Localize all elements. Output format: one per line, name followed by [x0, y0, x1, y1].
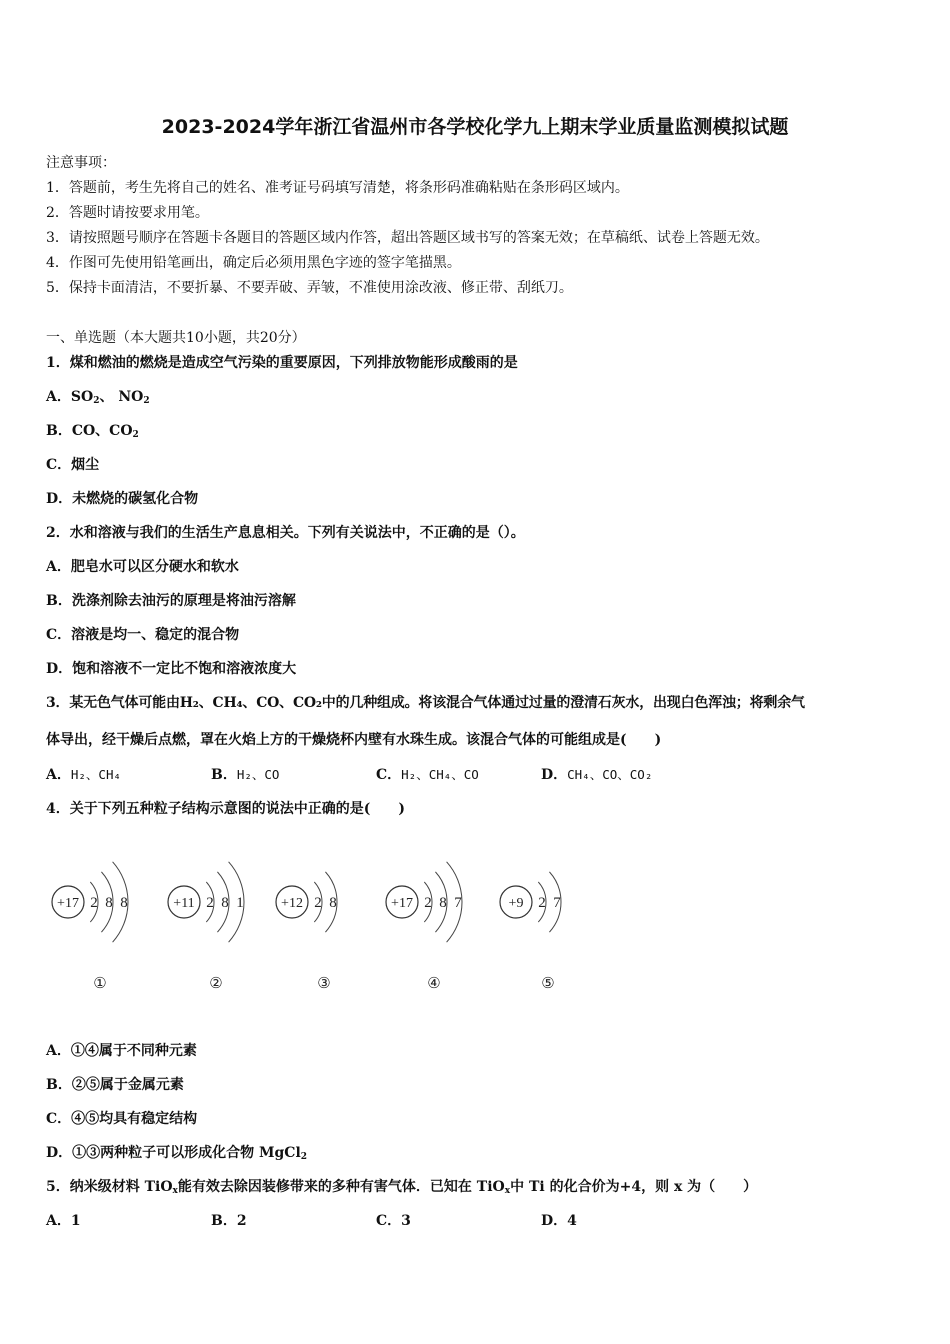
q4-option-d: D．①③两种粒子可以形成化合物 MgCl$_2$ [46, 1145, 308, 1162]
electron-count: 7 [553, 895, 561, 911]
q3-option-b: B．H₂、CO [211, 767, 280, 783]
notice-item: 4．作图可先使用铅笔画出，确定后必须用黑色字迹的签字笔描黑。 [46, 255, 461, 271]
q2-option-b: B．洗涤剂除去油污的原理是将油污溶解 [46, 593, 296, 609]
particle-diagram [386, 862, 462, 992]
nucleus-charge: +9 [508, 896, 524, 911]
electron-count: 8 [105, 895, 113, 911]
q4-stem: 4．关于下列五种粒子结构示意图的说法中正确的是( ) [46, 801, 405, 817]
q3-option-c: C．H₂、CH₄、CO [376, 767, 479, 783]
particle-label: ④ [427, 976, 441, 992]
particle-label: ① [93, 976, 107, 992]
particle-label: ⑤ [541, 976, 555, 992]
notice-item: 1．答题前，考生先将自己的姓名、准考证号码填写清楚，将条形码准确粘贴在条形码区域内。 [46, 180, 629, 196]
notice-item: 2．答题时请按要求用笔。 [46, 205, 209, 221]
q5-option-d: D．4 [541, 1213, 577, 1229]
electron-count: 7 [454, 895, 462, 911]
q1-option-a: A．$SO_2$、 $NO_2$ [46, 389, 150, 406]
electron-count: 8 [120, 895, 128, 911]
q2-option-a: A．肥皂水可以区分硬水和软水 [46, 559, 239, 575]
electron-count: 2 [538, 895, 546, 911]
nucleus-charge: +17 [57, 896, 79, 911]
electron-count: 8 [439, 895, 447, 911]
q1-option-d: D．未燃烧的碳氢化合物 [46, 491, 199, 507]
particle-diagram [276, 872, 337, 992]
electron-count: 8 [221, 895, 229, 911]
nucleus-charge: +12 [281, 896, 303, 911]
q5-stem: 5．纳米级材料 TiO$_x$能有效去除因装修带来的多种有害气体．已知在 TiO$_x$中 Ti 的化合价为+4，则 x 为（ ） [46, 1179, 758, 1196]
electron-count: 2 [90, 895, 98, 911]
q1-stem: 1．煤和燃油的燃烧是造成空气污染的重要原因，下列排放物能形成酸雨的是 [46, 355, 518, 371]
q4-option-a: A．①④属于不同种元素 [46, 1043, 197, 1059]
electron-count: 2 [424, 895, 432, 911]
section-heading: 一、单选题（本大题共10小题，共20分） [46, 330, 306, 346]
q4-option-c: C．④⑤均具有稳定结构 [46, 1111, 198, 1127]
electron-count: 8 [329, 895, 337, 911]
q3-option-d: D．CH₄、CO、CO₂ [541, 767, 653, 783]
particle-label: ② [209, 976, 223, 992]
q3-option-a: A．H₂、CH₄ [46, 767, 122, 783]
electron-count: 2 [206, 895, 214, 911]
particle-structure-diagrams [40, 838, 600, 1008]
electron-count: 1 [236, 895, 244, 911]
nucleus-charge: +11 [173, 896, 195, 911]
page-title: 2023-2024学年浙江省温州市各学校化学九上期末学业质量监测模拟试题 [161, 116, 789, 138]
q2-stem: 2．水和溶液与我们的生活生产息息相关。下列有关说法中，不正确的是（）。 [46, 525, 525, 541]
q1-option-c: C．烟尘 [46, 457, 100, 473]
particle-diagram [500, 872, 561, 992]
q5-option-c: C．3 [376, 1213, 411, 1229]
particle-diagram [168, 862, 244, 992]
particle-diagram [52, 862, 128, 992]
q5-option-a: A．1 [46, 1213, 81, 1229]
notice-heading: 注意事项： [46, 155, 116, 171]
q2-option-d: D．饱和溶液不一定比不饱和溶液浓度大 [46, 661, 297, 677]
notice-item: 3．请按照题号顺序在答题卡各题目的答题区域内作答，超出答题区域书写的答案无效；在草稿纸、试卷上答题无效。 [46, 230, 769, 246]
q3-stem-line2: 体导出，经干燥后点燃，罩在火焰上方的干燥烧杯内壁有水珠生成。该混合气体的可能组成是( ) [46, 732, 662, 748]
q4-option-b: B．②⑤属于金属元素 [46, 1077, 184, 1093]
nucleus-charge: +17 [391, 896, 413, 911]
q2-option-c: C．溶液是均一、稳定的混合物 [46, 627, 240, 643]
particle-label: ③ [317, 976, 331, 992]
q3-stem-line1: 3．某无色气体可能由H₂、CH₄、CO、CO₂中的几种组成。将该混合气体通过过量的澄清石灰水，出现白色浑浊；将剩余气 [46, 695, 805, 711]
notice-item: 5．保持卡面清洁，不要折暴、不要弄破、弄皱，不准使用涂改液、修正带、刮纸刀。 [46, 280, 573, 296]
electron-count: 2 [314, 895, 322, 911]
q1-option-b: B．CO、$CO_2$ [46, 423, 139, 440]
q5-option-b: B．2 [211, 1213, 247, 1229]
